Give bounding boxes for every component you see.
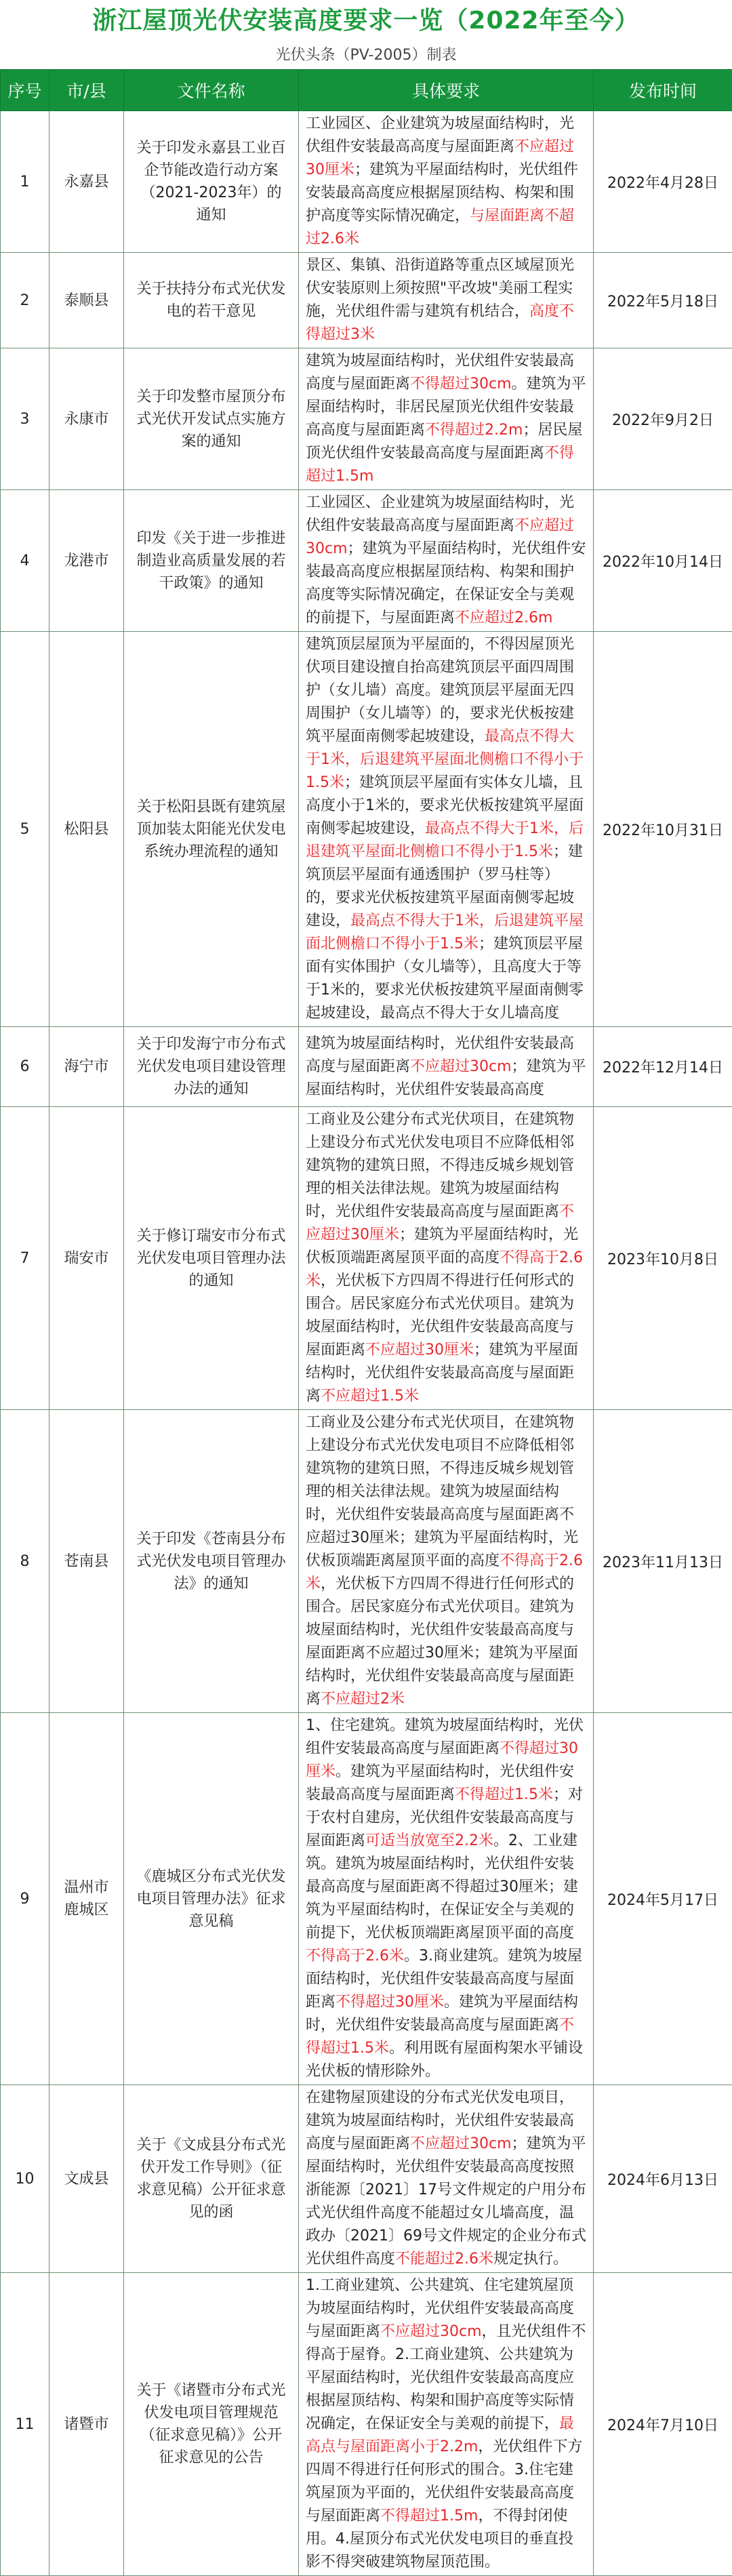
cell-no: 4 [1,490,49,632]
highlight-limit: 不得超过30厘米 [336,1994,444,2011]
cell-no: 6 [1,1027,49,1107]
highlight-limit: 可适当放宽至2.2米 [365,1832,493,1849]
table-row [1,1107,732,1410]
cell-document: 关于《诸暨市分布式光伏发电项目管理规范（征求意见稿）》公开征求意见的公告 [124,2273,299,2576]
cell-no: 10 [1,2085,49,2273]
cell-region: 瑞安市 [49,1107,124,1410]
cell-requirement [299,2085,594,2273]
table-row [1,2085,732,2273]
requirement-text: ；建筑顶层平屋面有实体围护（女儿墙等），且高度大于等于1米的，要求光伏板按建筑平屋面南侧零起坡建设，最高点不得大于女儿墙高度 [306,935,584,1022]
highlight-limit: 不得高于2.6米 [306,1249,583,1289]
requirement-text: 1、住宅建筑。建筑为坡屋面结构时，光伏组件安装最高高度与屋面距离 [306,1717,584,1757]
cell-no: 3 [1,348,49,490]
requirement-text: ；对于农村自建房，光伏组件安装最高高度与屋面距离 [306,1786,583,1849]
requirement-text: ；建筑为平屋面结构时，光伏组件安装最高高度与屋面距离 [306,1342,578,1405]
requirement-text: 。2、工业建筑。建筑为坡屋面结构时，光伏组件安装最高高度与屋面距离不得超过30厘米；建筑为平屋面结构时，在保证安全与美观的前提下，光伏板顶端距离屋顶平面的高度 [306,1832,578,1941]
highlight-limit: 不应超过30厘米 [306,138,574,178]
requirement-text: ；建筑为平屋面结构时，光伏组件安装最高高度 [306,1058,586,1098]
highlight-limit: 不得超过30cm [410,376,512,393]
table-row [1,1027,732,1107]
cell-document: 关于扶持分布式光伏发电的若干意见 [124,253,299,348]
cell-region: 文成县 [49,2085,124,2273]
requirement-text: ；建筑顶层平屋面有实体女儿墙，且高度小于1米的，要求光伏板按建筑平屋面南侧零起坡建设， [306,774,584,837]
cell-date: 2022年5月18日 [594,253,732,348]
highlight-limit: 最高点不得大于1米，后退建筑平屋面北侧檐口不得小于1.5米 [306,820,584,860]
cell-region: 温州市鹿城区 [49,1713,124,2085]
cell-requirement [299,490,594,632]
requirement-text: ；建筑为平屋面结构时，光伏板顶端距离屋顶平面的高度 [306,1226,578,1266]
cell-no: 2 [1,253,49,348]
cell-requirement [299,1713,594,2085]
highlight-limit: 最高点不得大于1米，后退建筑平屋面北侧檐口不得小于1.5米 [306,912,584,952]
requirement-text: 规定执行。 [493,2251,568,2268]
requirement-text: ；居民屋顶光伏组件安装最高高度与屋面距离 [306,422,582,462]
column-header-date: 发布时间 [594,70,732,111]
requirements-table [0,69,732,2576]
highlight-limit: 不应超过30厘米 [365,1342,474,1359]
cell-requirement [299,2273,594,2576]
highlight-limit: 不得高于2.6米 [306,1552,583,1592]
cell-no: 9 [1,1713,49,2085]
requirement-text: 。建筑为平屋面结构时，非居民屋顶光伏组件安装最高高度与屋面距离 [306,376,586,439]
table-row [1,1713,732,2085]
cell-document: 关于《文成县分布式光伏开发工作导则》（征求意见稿）公开征求意见的函 [124,2085,299,2273]
cell-document: 关于印发整市屋顶分布式光伏开发试点实施方案的通知 [124,348,299,490]
cell-date: 2024年7月10日 [594,2273,732,2576]
requirement-text: 建筑为坡屋面结构时，光伏组件安装最高高度与屋面距离 [306,353,574,393]
page-title: 浙江屋顶光伏安装高度要求一览（2022年至今） [0,0,732,42]
highlight-limit: 不应超过2.6m [455,609,552,626]
requirement-text: ；建筑顶层平屋面有通透围护（罗马柱等）的，要求光伏板按建筑平屋面南侧零起坡建设， [306,843,583,929]
requirement-text: 1.工商业建筑、公共建筑、住宅建筑屋顶为坡屋面结构时，光伏组件安装最高高度与屋面距离 [306,2277,574,2340]
cell-requirement [299,632,594,1027]
requirement-text: ，不得封闭使用。4.屋顶分布式光伏发电项目的垂直投影不得突破建筑物屋顶范围。 [306,2508,573,2571]
cell-requirement [299,348,594,490]
page-subtitle: 光伏头条（PV-2005）制表 [0,42,732,69]
cell-date: 2023年11月13日 [594,1410,732,1713]
requirement-text: 。利用既有屋面构架水平铺设光伏板的情形除外。 [306,2040,583,2080]
cell-date: 2023年10月8日 [594,1107,732,1410]
cell-requirement [299,1027,594,1107]
requirement-text: 景区、集镇、沿街道路等重点区域屋顶光伏安装原则上须按照"平改坡"美丽工程实施，光伏组件需与建筑有机结合， [306,257,574,320]
column-header-document: 文件名称 [124,70,299,111]
cell-region: 泰顺县 [49,253,124,348]
cell-document: 关于印发《苍南县分布式光伏发电项目管理办法》的通知 [124,1410,299,1713]
highlight-limit: 不应超过30cm [306,517,574,557]
highlight-limit: 不应超过30cm [410,2135,512,2152]
column-header-region: 市/县 [49,70,124,111]
table-row [1,632,732,1027]
highlight-limit: 不得超过30厘米 [306,1740,578,1780]
table-row [1,253,732,348]
cell-date: 2022年12月14日 [594,1027,732,1107]
requirement-text: 建筑为坡屋面结构时，光伏组件安装最高高度与屋面距离 [306,1035,574,1075]
requirement-text: 。建筑为平屋面结构时，光伏组件安装最高高度与屋面距离 [306,1763,574,1803]
requirement-text: 工商业及公建分布式光伏项目，在建筑物上建设分布式光伏发电项目不应降低相邻建筑物的建筑日照，不得违反城乡规划管理的相关法律法规。建筑为坡屋面结构时，光伏组件安装最高高度与屋面距离不应超过30厘米；建筑为平屋面结构时，光伏板顶端距离屋顶平面的高度 [306,1414,578,1569]
cell-region: 永康市 [49,348,124,490]
requirement-text: 工业园区、企业建筑为坡屋面结构时，光伏组件安装最高高度与屋面距离 [306,494,574,534]
cell-region: 松阳县 [49,632,124,1027]
highlight-limit: 不得超过1.5米 [306,2017,574,2057]
table-row [1,490,732,632]
highlight-limit: 不应超过2米 [321,1691,405,1708]
cell-document: 关于松阳县既有建筑屋顶加装太阳能光伏发电系统办理流程的通知 [124,632,299,1027]
cell-document: 《鹿城区分布式光伏发电项目管理办法》征求意见稿 [124,1713,299,2085]
cell-requirement [299,111,594,253]
table-row [1,2273,732,2576]
cell-no: 5 [1,632,49,1027]
cell-no: 8 [1,1410,49,1713]
cell-date: 2024年6月13日 [594,2085,732,2273]
cell-requirement [299,253,594,348]
highlight-limit: 不应超过30厘米 [306,1203,574,1243]
highlight-limit: 不得超过1.5米 [455,1786,553,1803]
highlight-limit: 不得超过1.5m [306,445,574,485]
table-header-row [1,70,732,111]
cell-document: 关于印发海宁市分布式光伏发电项目建设管理办法的通知 [124,1027,299,1107]
cell-region: 永嘉县 [49,111,124,253]
cell-date: 2022年10月14日 [594,490,732,632]
column-header-requirement: 具体要求 [299,70,594,111]
cell-requirement [299,1410,594,1713]
requirement-text: ；建筑为平屋面结构时，光伏组件安装最高高度应根据屋顶结构、构架和围护高度等实际情况确定， [306,161,578,224]
requirement-text: 。3.商业建筑。建筑为坡屋面结构时，光伏组件安装最高高度与屋面距离 [306,1948,582,2011]
requirement-text: 。建筑为平屋面结构时，光伏组件安装最高高度与屋面距离 [306,1994,578,2034]
table-row [1,111,732,253]
cell-region: 海宁市 [49,1027,124,1107]
table-body [1,111,732,2576]
cell-region: 诸暨市 [49,2273,124,2576]
column-header-no: 序号 [1,70,49,111]
highlight-limit: 不得高于2.6米 [306,1948,404,1965]
cell-no: 1 [1,111,49,253]
highlight-limit: 不得超过1.5m [380,2508,478,2524]
requirement-text: ，光伏板下方四周不得进行任何形式的围合。居民家庭分布式光伏项目。建筑为坡屋面结构时，光伏组件安装最高高度与屋面距离不应超过30厘米；建筑为平屋面结构时，光伏组件安装最高高度与屋面距离 [306,1575,578,1708]
requirement-text: ，光伏板下方四周不得进行任何形式的围合。居民家庭分布式光伏项目。建筑为坡屋面结构时，光伏组件安装最高高度与屋面距离 [306,1272,574,1359]
highlight-limit: 不得超过2.2m [425,422,523,439]
cell-no: 7 [1,1107,49,1410]
cell-no: 11 [1,2273,49,2576]
cell-region: 苍南县 [49,1410,124,1713]
cell-date: 2022年4月28日 [594,111,732,253]
cell-document: 关于印发永嘉县工业百企节能改造行动方案（2021-2023年）的通知 [124,111,299,253]
cell-date: 2022年10月31日 [594,632,732,1027]
highlight-limit: 最高点不得大于1米，后退建筑平屋面北侧檐口不得小于1.5米 [306,728,584,791]
highlight-limit: 不应超过30cm [410,1058,512,1075]
cell-document: 印发《关于进一步推进制造业高质量发展的若干政策》的通知 [124,490,299,632]
table-row [1,348,732,490]
requirement-text: 工业园区、企业建筑为坡屋面结构时，光伏组件安装最高高度与屋面距离 [306,115,574,155]
table-row [1,1410,732,1713]
requirement-text: 在建物屋顶建设的分布式光伏发电项目，建筑为坡屋面结构时，光伏组件安装最高高度与屋面距离 [306,2089,574,2152]
cell-requirement [299,1107,594,1410]
highlight-limit: 最高点与屋面距离小于2.2m [306,2415,574,2455]
requirement-text: ；建筑为平屋面结构时，光伏组件安装最高高度应根据屋顶结构、构架和围护高度等实际情况确定，在保证安全与美观的前提下，与屋面距离 [306,540,586,626]
requirement-text: 建筑顶层屋顶为平屋面的，不得因屋顶光伏项目建设擅自抬高建筑顶层平面四周围护（女儿墙）高度。建筑顶层平屋面无四周围护（女儿墙等）的，要求光伏板按建筑平屋面南侧零起坡建设， [306,636,574,745]
requirement-text: ，且光伏组件不得高于屋脊。2.工商业建筑、公共建筑为平屋面结构时，光伏组件安装最高高度应根据屋顶结构、构架和围护高度等实际情况确定，在保证安全与美观的前提下， [306,2323,586,2432]
requirement-text: ；建筑为平屋面结构时，光伏组件安装最高高度按照浙能源〔2021〕17号文件规定的户用分布式光伏组件高度不能超过女儿墙高度，温政办〔2021〕69号文件规定的企业分布式光伏组件高度 [306,2135,586,2268]
highlight-limit: 不应超过1.5米 [321,1388,419,1405]
highlight-limit: 高度不得超过3米 [306,303,574,343]
cell-date: 2024年5月17日 [594,1713,732,2085]
cell-date: 2022年9月2日 [594,348,732,490]
cell-region: 龙港市 [49,490,124,632]
cell-document: 关于修订瑞安市分布式光伏发电项目管理办法的通知 [124,1107,299,1410]
highlight-limit: 不应超过30cm [380,2323,482,2340]
requirement-text: ，光伏组件下方四周不得进行任何形式的围合。3.住宅建筑屋顶为平面的，光伏组件安装最高高度与屋面距离 [306,2438,582,2524]
highlight-limit: 不能超过2.6米 [395,2251,493,2268]
requirement-text: 工商业及公建分布式光伏项目，在建筑物上建设分布式光伏发电项目不应降低相邻建筑物的建筑日照，不得违反城乡规划管理的相关法律法规。建筑为坡屋面结构时，光伏组件安装最高高度与屋面距离 [306,1111,574,1220]
highlight-limit: 与屋面距离不超过2.6米 [306,207,574,247]
